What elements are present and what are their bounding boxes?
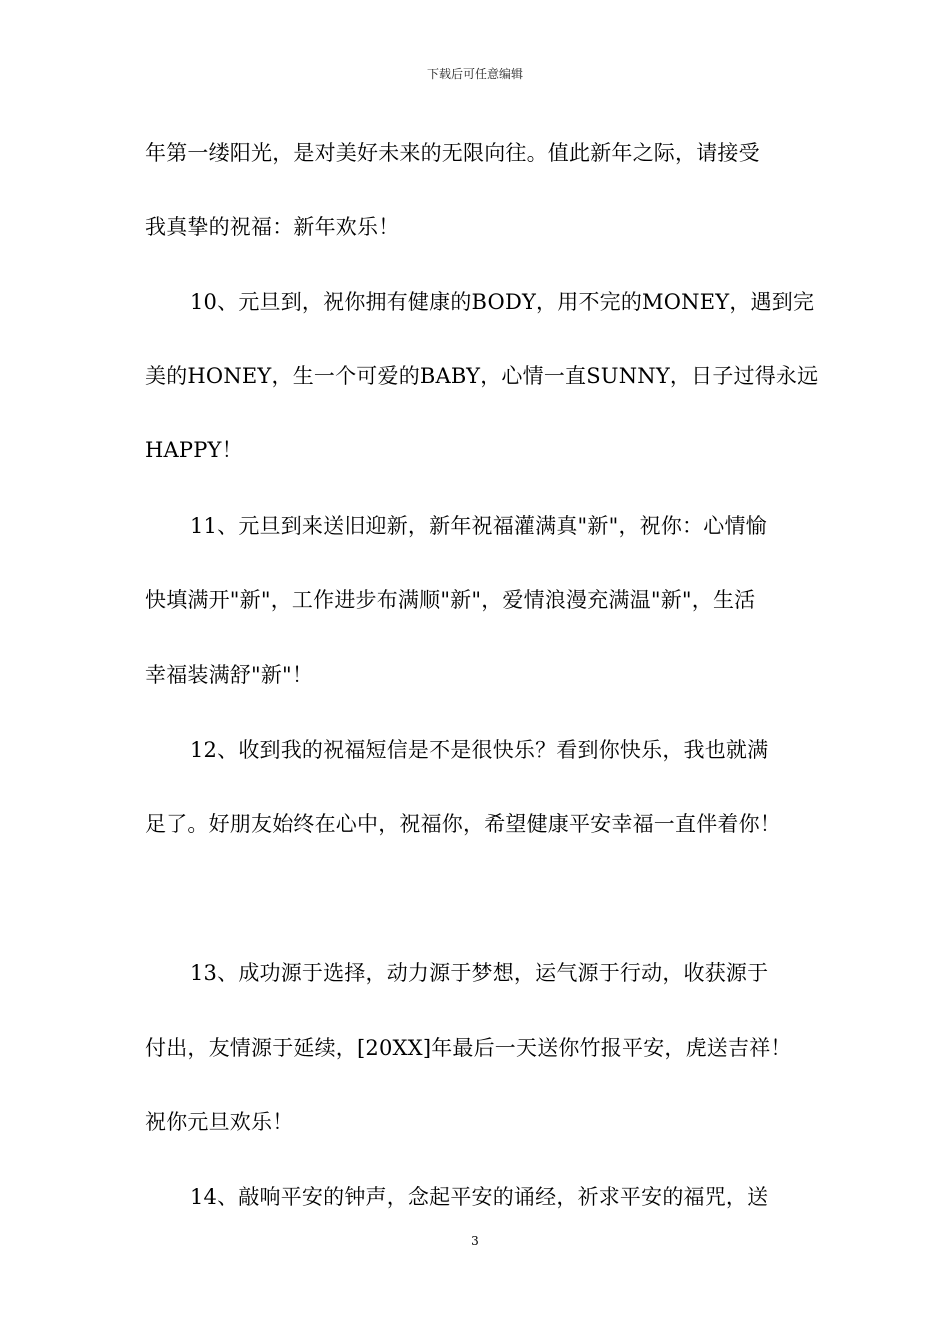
body-line: 我真挚的祝福：新年欢乐！ xyxy=(145,215,400,239)
page-header: 下载后可任意编辑 xyxy=(426,67,523,81)
body-line: 足了。好朋友始终在心中，祝福你，希望健康平安幸福一直伴着你！ xyxy=(145,812,781,836)
body-line: 付出，友情源于延续，[20XX]年最后一天送你竹报平安，虎送吉祥！ xyxy=(145,1036,792,1060)
body-line: HAPPY！ xyxy=(145,438,243,462)
body-line: 13、成功源于选择，动力源于梦想，运气源于行动，收获源于 xyxy=(190,961,769,985)
body-line: 美的HONEY，生一个可爱的BABY，心情一直SUNNY，日子过得永远 xyxy=(145,364,819,388)
body-line: 12、收到我的祝福短信是不是很快乐？看到你快乐，我也就满 xyxy=(190,738,769,762)
page-number: 3 xyxy=(471,1234,479,1248)
body-line: 年第一缕阳光，是对美好未来的无限向往。值此新年之际，请接受 xyxy=(145,141,760,165)
body-line: 幸福装满舒"新"！ xyxy=(145,663,314,687)
body-line: 11、元旦到来送旧迎新，新年祝福灌满真"新"，祝你：心情愉 xyxy=(190,514,767,538)
body-line: 10、元旦到，祝你拥有健康的BODY，用不完的MONEY，遇到完 xyxy=(190,290,815,314)
body-line: 14、敲响平安的钟声，念起平安的诵经，祈求平安的福咒，送 xyxy=(190,1185,769,1209)
body-line: 快填满开"新"，工作进步布满顺"新"，爱情浪漫充满温"新"，生活 xyxy=(145,588,756,612)
body-line: 祝你元旦欢乐！ xyxy=(145,1110,294,1134)
